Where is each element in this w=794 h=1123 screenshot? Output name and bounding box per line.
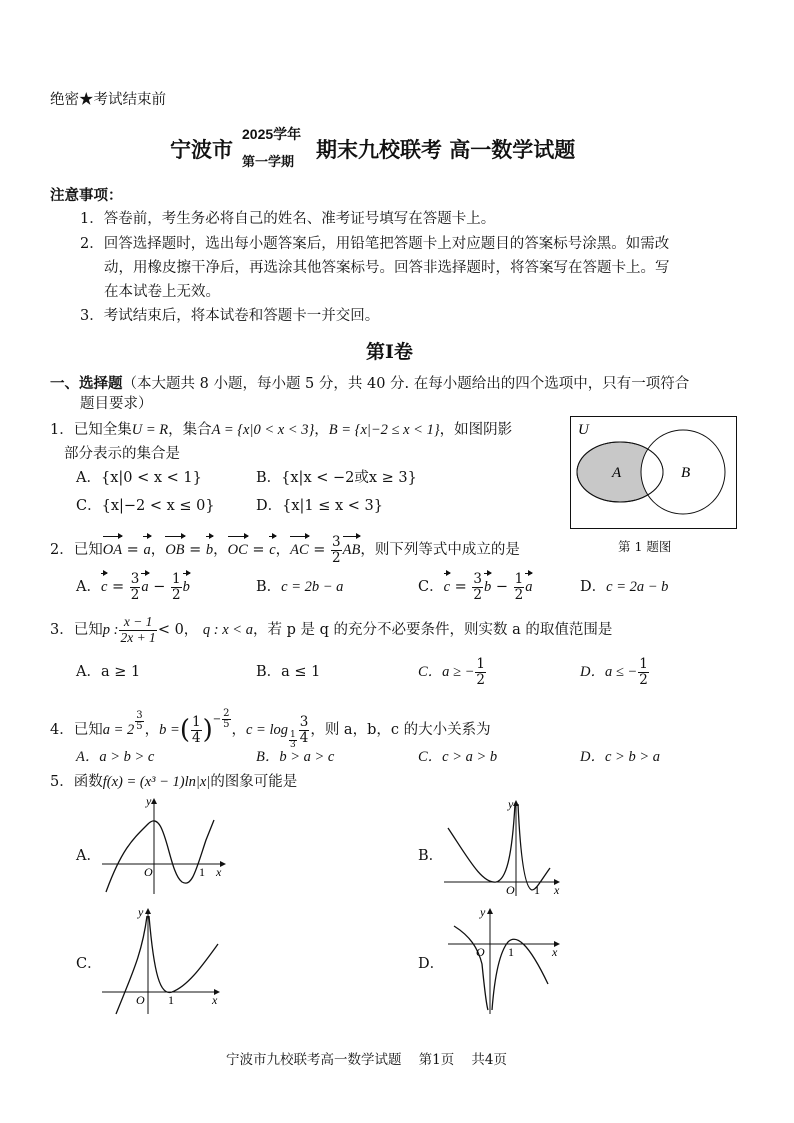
svg-text:x: x: [554, 883, 560, 897]
notice-item-3: 3．考试结束后，将本试卷和答题卡一并交回。: [80, 308, 380, 324]
q4-option-b: B．b > a > c: [256, 749, 335, 765]
page-footer: 宁波市九校联考高一数学试题 第1页 共4页: [226, 1052, 508, 1068]
q3-option-a: A．a ≥ 1: [76, 664, 141, 680]
q4-option-d: D．c > b > a: [580, 749, 660, 765]
title-year: 2025学年: [242, 126, 302, 142]
q1-option-d: D．{x|1 ≤ x < 3}: [256, 498, 384, 514]
part-label: 一、选择题: [50, 375, 123, 392]
question-3: 3．已知p : $\frac{x - 1}{2x + 1}$ < 0， q : x < a，若 p 是 q 的充分不必要条件，则实数 a 的取值范围是: [50, 614, 613, 645]
q4-option-c: C．c > a > b: [418, 749, 498, 765]
secret-label: 绝密★考试结束前: [50, 92, 166, 108]
svg-text:1: 1: [534, 883, 540, 897]
q1-text-2: 部分表示的集合是: [64, 446, 180, 462]
venn-label-b: B: [681, 465, 691, 481]
q1-figure-caption: 第 1 题图: [618, 539, 672, 554]
q5-option-a: A．: [76, 848, 101, 864]
q5-graph-d: [444, 904, 564, 1016]
svg-text:1: 1: [508, 945, 514, 959]
svg-text:y: y: [480, 905, 486, 919]
svg-text:1: 1: [199, 865, 205, 879]
question-2: 2．已知OA = a，OB = b，OC = c，AC = $\frac{3}{2}$ AB，则下列等式中成立的是: [50, 534, 520, 566]
q1-option-a: A．{x|0 < x < 1}: [76, 470, 202, 486]
q5-option-d: D．: [418, 956, 445, 972]
vec-ob: OB: [165, 535, 184, 565]
vec-oc: OC: [228, 535, 248, 565]
notice-item-2c: 在本试卷上无效。: [104, 284, 220, 300]
notice-item-2b: 动，用橡皮擦干净后，再选涂其他答案标号。回答非选择题时，将答案写在答题卡上。写: [104, 260, 670, 276]
svg-text:O: O: [476, 945, 485, 959]
part-desc: （本大题共 8 小题，每小题 5 分，共 40 分. 在每小题给出的四个选项中，只有一项符合: [122, 376, 690, 392]
question-4: 4．已知a = 2 $^{\frac{3}{5}}$ ，b =( $\frac{1}{4}$ )$^{- \frac{2}{5}}$ ，c = log $_{\frac{1}{3}}$ $\frac{3}{4}$ ，则 a，b，c 的大小关系为: [50, 707, 491, 750]
q5-option-c: C．: [76, 956, 102, 972]
q1-universe: U = R: [131, 422, 169, 438]
vec-oa: OA: [103, 535, 122, 565]
svg-text:x: x: [552, 945, 558, 959]
venn-diagram: [570, 416, 738, 530]
q2-option-a: A．c = $\frac{3}{2}$ a − $\frac{1}{2}$ b: [76, 571, 190, 603]
q1-option-c: C．{x|−2 < x ≤ 0}: [76, 498, 215, 514]
svg-text:1: 1: [168, 993, 174, 1007]
title-main: 期末九校联考 高一数学试题: [316, 137, 576, 162]
svg-text:x: x: [216, 865, 222, 879]
q2-option-b: B．c = 2b − a: [256, 579, 344, 595]
svg-text:O: O: [136, 993, 145, 1007]
q5-graph-c: [98, 904, 226, 1016]
title-city: 宁波市: [170, 137, 233, 162]
svg-text:O: O: [506, 883, 515, 897]
q3-option-b: B．a ≤ 1: [256, 664, 321, 680]
notice-heading: 注意事项：: [50, 187, 123, 204]
q3-option-c: C．a ≥ − $\frac{1}{2}$: [418, 656, 486, 688]
q3-option-d: D．a ≤ − $\frac{1}{2}$: [580, 656, 648, 688]
question-1: 1．已知全集U = R，集合A = {x|0 < x < 3}，B = {x|−2 ≤ x < 1}，如图阴影: [50, 422, 513, 438]
q5-graph-b: [440, 798, 564, 898]
section-title: 第Ⅰ卷: [366, 341, 413, 363]
svg-text:O: O: [144, 865, 153, 879]
q5-option-b: B．: [418, 848, 444, 864]
title-semester: 第一学期: [242, 155, 295, 170]
q2-option-d: D．c = 2a − b: [580, 579, 669, 595]
q5-graph-a: [96, 796, 226, 896]
q2-option-c: C．c = $\frac{3}{2}$ b − $\frac{1}{2}$ a: [418, 571, 533, 603]
question-5: 5．函数f(x) = (x³ − 1)ln|x|的图象可能是: [50, 774, 298, 790]
q4-option-a: A．a > b > c: [76, 749, 155, 765]
q1-option-b: B．{x|x < −2或x ≥ 3}: [256, 470, 417, 486]
notice-item-2: 2．回答选择题时，选出每小题答案后，用铅笔把答题卡上对应题目的答案标号涂黑。如需改: [80, 236, 670, 252]
svg-text:y: y: [146, 796, 152, 808]
svg-text:y: y: [138, 905, 144, 919]
q1-set-b: B = {x|−2 ≤ x < 1}: [328, 422, 440, 438]
svg-text:y: y: [508, 798, 514, 811]
notice-item-1: 1．答卷前，考生务必将自己的姓名、准考证号填写在答题卡上。: [80, 211, 496, 227]
q1-set-a: A = {x|0 < x < 3}: [211, 422, 315, 438]
svg-text:x: x: [212, 993, 218, 1007]
part-desc-2: 题目要求）: [80, 396, 153, 412]
venn-label-u: U: [578, 422, 589, 438]
venn-label-a: A: [612, 465, 622, 481]
vec-ac: AC: [290, 535, 309, 565]
vec-ab: AB: [343, 535, 361, 565]
page-title: [170, 124, 640, 174]
